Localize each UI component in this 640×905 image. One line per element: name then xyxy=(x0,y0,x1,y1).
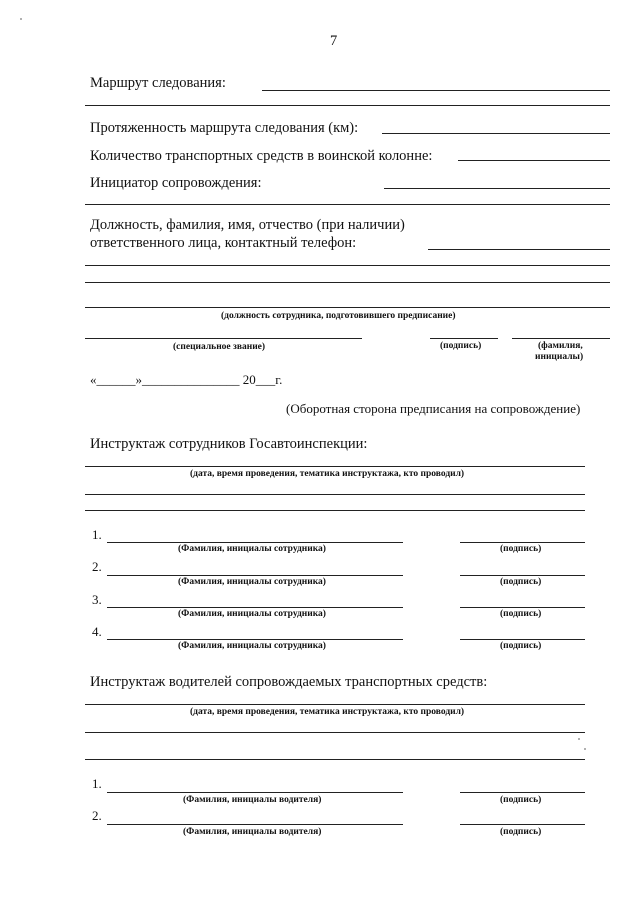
route-field[interactable] xyxy=(262,90,610,91)
name-caption-line1: (фамилия, xyxy=(538,341,583,351)
scan-speck xyxy=(578,738,580,740)
name-caption-line2: инициалы) xyxy=(535,352,584,362)
driver-signature-caption: (подпись) xyxy=(500,827,542,837)
driver-name-field[interactable] xyxy=(107,792,403,793)
officer-position-caption: (должность сотрудника, подготовившего предписание) xyxy=(221,311,456,321)
staff-signature-field[interactable] xyxy=(460,607,585,608)
staff-briefing-caption: (дата, время проведения, тематика инструктажа, кто проводил) xyxy=(190,469,465,479)
staff-signature-field[interactable] xyxy=(460,542,585,543)
driver-briefing-field-line2[interactable] xyxy=(85,732,585,733)
initiator-label: Инициатор сопровождения: xyxy=(90,175,262,191)
staff-signature-field[interactable] xyxy=(460,575,585,576)
driver-briefing-title: Инструктаж водителей сопровождаемых транспортных средств: xyxy=(90,674,488,690)
scan-speck xyxy=(584,748,586,750)
driver-signature-field[interactable] xyxy=(460,824,585,825)
initiator-field[interactable] xyxy=(384,188,610,189)
rank-caption: (специальное звание) xyxy=(173,342,266,352)
route-label: Маршрут следования: xyxy=(90,75,226,91)
page-number: 7 xyxy=(330,33,338,49)
driver-briefing-field[interactable] xyxy=(85,704,585,705)
staff-briefing-title: Инструктаж сотрудников Госавтоинспекции: xyxy=(90,436,368,452)
responsible-field-line3[interactable] xyxy=(85,282,610,283)
reverse-side-note: (Оборотная сторона предписания на сопровождение) xyxy=(286,401,581,416)
driver-briefing-field-line3[interactable] xyxy=(85,759,585,760)
staff-name-caption: (Фамилия, инициалы сотрудника) xyxy=(178,641,326,651)
vehicle-count-field[interactable] xyxy=(458,160,610,161)
route-length-field[interactable] xyxy=(382,133,610,134)
staff-name-caption: (Фамилия, инициалы сотрудника) xyxy=(178,609,326,619)
staff-row-number: 4. xyxy=(92,624,102,639)
staff-row-number: 3. xyxy=(92,592,102,607)
name-field[interactable] xyxy=(512,338,610,339)
staff-signature-field[interactable] xyxy=(460,639,585,640)
driver-signature-caption: (подпись) xyxy=(500,795,542,805)
staff-name-caption: (Фамилия, инициалы сотрудника) xyxy=(178,577,326,587)
driver-name-caption: (Фамилия, инициалы водителя) xyxy=(183,795,322,805)
driver-signature-field[interactable] xyxy=(460,792,585,793)
date-line[interactable]: «______»_______________ 20___г. xyxy=(90,372,283,387)
staff-signature-caption: (подпись) xyxy=(500,641,542,651)
route-field-line2[interactable] xyxy=(85,105,610,106)
signature-caption: (подпись) xyxy=(440,341,482,351)
staff-row-number: 1. xyxy=(92,527,102,542)
scan-speck xyxy=(20,18,22,20)
responsible-label-line2: ответственного лица, контактный телефон: xyxy=(90,235,357,251)
staff-briefing-field-line2[interactable] xyxy=(85,494,585,495)
staff-name-field[interactable] xyxy=(107,607,403,608)
driver-briefing-caption: (дата, время проведения, тематика инструктажа, кто проводил) xyxy=(190,707,465,717)
staff-row-number: 2. xyxy=(92,559,102,574)
driver-row-number: 1. xyxy=(92,776,102,791)
staff-signature-caption: (подпись) xyxy=(500,609,542,619)
staff-signature-caption: (подпись) xyxy=(500,577,542,587)
initiator-field-line2[interactable] xyxy=(85,204,610,205)
staff-briefing-field-line3[interactable] xyxy=(85,510,585,511)
staff-briefing-field[interactable] xyxy=(85,466,585,467)
vehicle-count-label: Количество транспортных средств в воинской колонне: xyxy=(90,148,433,164)
driver-name-field[interactable] xyxy=(107,824,403,825)
responsible-field-line2[interactable] xyxy=(85,265,610,266)
route-length-label: Протяженность маршрута следования (км): xyxy=(90,120,359,136)
staff-name-field[interactable] xyxy=(107,575,403,576)
driver-row-number: 2. xyxy=(92,808,102,823)
staff-signature-caption: (подпись) xyxy=(500,544,542,554)
responsible-label-line1: Должность, фамилия, имя, отчество (при наличии) xyxy=(90,217,405,233)
staff-name-field[interactable] xyxy=(107,542,403,543)
staff-name-field[interactable] xyxy=(107,639,403,640)
responsible-field[interactable] xyxy=(428,249,610,250)
staff-name-caption: (Фамилия, инициалы сотрудника) xyxy=(178,544,326,554)
rank-field[interactable] xyxy=(85,338,362,339)
officer-position-field[interactable] xyxy=(85,307,610,308)
signature-field[interactable] xyxy=(430,338,498,339)
driver-name-caption: (Фамилия, инициалы водителя) xyxy=(183,827,322,837)
